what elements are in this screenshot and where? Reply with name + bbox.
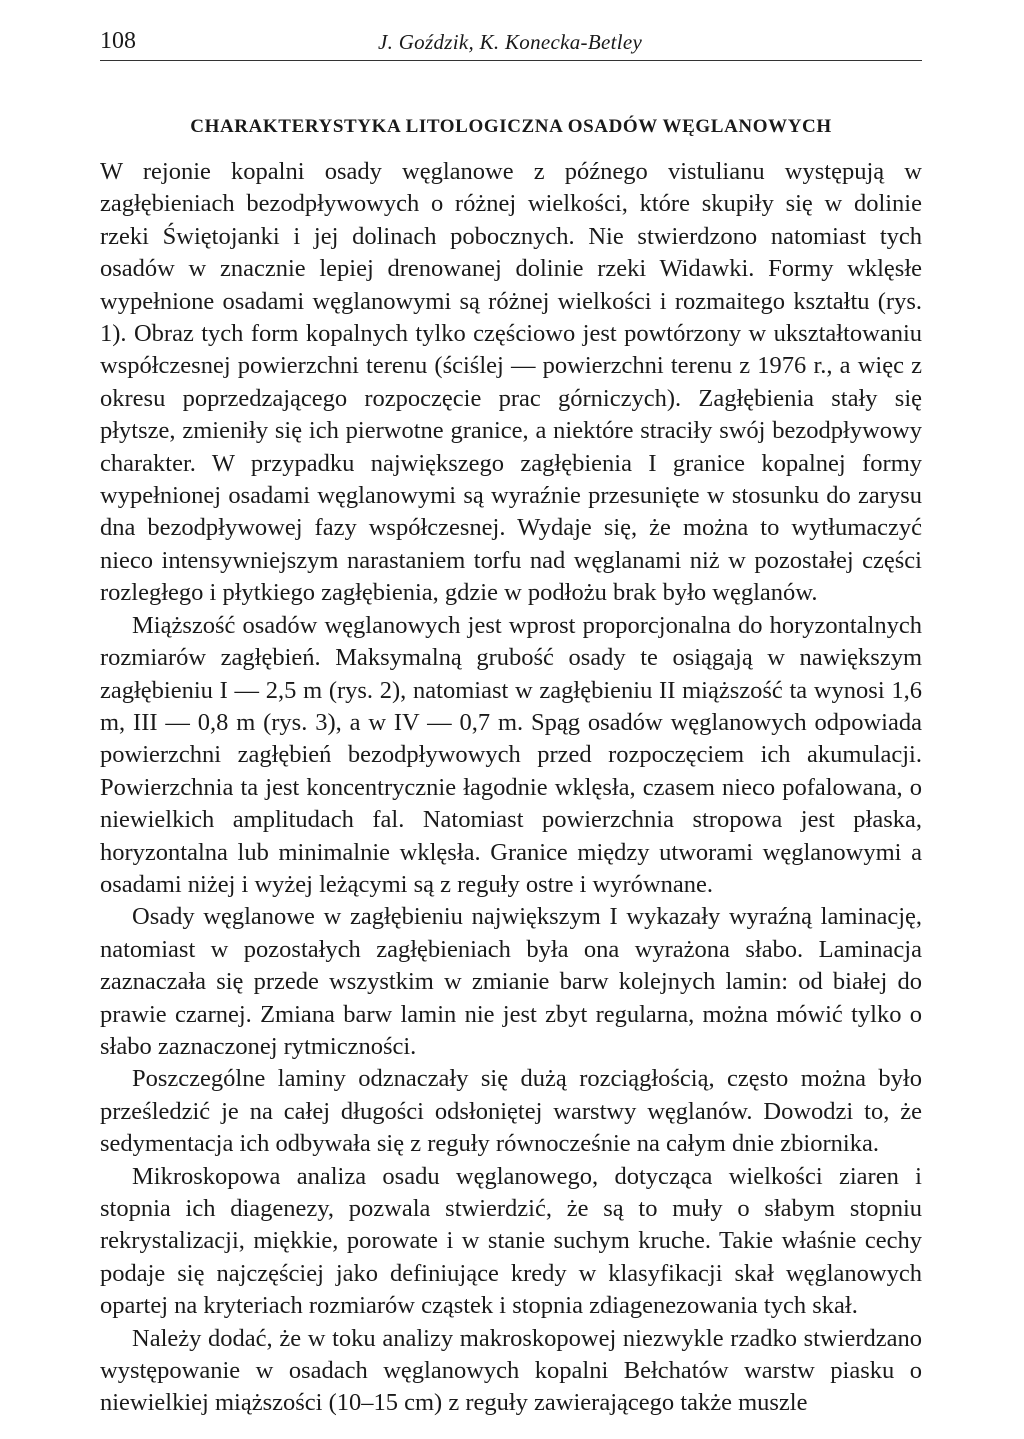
page-header — [100, 28, 922, 62]
paragraph: W rejonie kopalni osady węglanowe z późnego vistulianu występują w zagłębieniach bezodpływowych o różnej wielkości, które skupiły się w dolinie rzeki Świętojanki i jej dolinach pobocznych. Nie stwierdzono natomiast tych osadów w znacznie lepiej drenowanej dolinie rzeki Widawki. Formy wklęsłe wypełnione osadami węglanowymi są różnej wielkości i rozmaitego kształtu (rys. 1). Obraz tych form kopalnych tylko częściowo jest powtórzony w ukształtowaniu współczesnej powierzchni terenu (ściślej — powierzchni terenu z 1976 r., a więc z okresu poprzedzającego rozpoczęcie prac górniczych). Zagłębienia stały się płytsze, zmieniły się ich pierwotne granice, a niektóre straciły swój bezodpływowy charakter. W przypadku największego zagłębienia I granice kopalnej formy wypełnionej osadami węglanowymi są wyraźnie przesunięte w stosunku do zarysu dna bezodpływowej fazy współczesnej. Wydaje się, że można to wytłumaczyć nieco intensywniejszym narastaniem torfu nad węglanami niż w pozostałej części rozległego i płytkiego zagłębienia, gdzie w podłożu brak było węglanów. — [100, 158, 922, 607]
body-text — [100, 156, 922, 1420]
paragraph: Miąższość osadów węglanowych jest wprost proporcjonalna do horyzontalnych rozmiarów zagłębień. Maksymalną grubość osady te osiągają w nawiększym zagłębieniu I — 2,5 m (rys. 2), natomiast w zagłębieniu II miąższość ta wynosi 1,6 m, III — 0,8 m (rys. 3), a w IV — 0,7 m. Spąg osadów węglanowych odpowiada powierzchni zagłębień bezodpływowych przed rozpoczęciem ich akumulacji. Powierzchnia ta jest koncentrycznie łagodnie wklęsła, czasem nieco pofalowana, o niewielkich amplitudach fal. Natomiast powierzchnia stropowa jest płaska, horyzontalna lub minimalnie wklęsła. Granice między utworami węglanowymi a osadami niżej i wyżej leżącymi są z reguły ostre i wyrównane. — [100, 611, 922, 898]
header-rule — [100, 60, 922, 61]
running-head: J. Goździk, K. Konecka-Betley — [378, 30, 643, 54]
page — [100, 28, 922, 1420]
paragraph: Należy dodać, że w toku analizy makroskopowej niezwykle rzadko stwierdzano występowanie w osadach węglanowych kopalni Bełchatów warstw piasku o niewielkiej miąższości (10–15 cm) z reguły zawierającego także muszle — [100, 1324, 922, 1417]
paragraph: Poszczególne laminy odznaczały się dużą rozciągłością, często można było prześledzić je na całej długości odsłoniętej warstwy węglanów. Dowodzi to, że sedymentacja ich odbywała się z reguły równocześnie na całym dnie zbiornika. — [100, 1065, 922, 1158]
paragraph: Mikroskopowa analiza osadu węglanowego, dotycząca wielkości ziaren i stopnia ich diagenezy, pozwala stwierdzić, że są to muły o słabym stopniu rekrystalizacji, miękkie, porowate i w stanie suchym kruche. Takie właśnie cechy podaje się najczęściej jako definiujące kredy w klasyfikacji skał węglanowych opartej na kryteriach rozmiarów cząstek i stopnia zdiagenezowania tych skał. — [100, 1162, 922, 1320]
paragraph: Osady węglanowe w zagłębieniu największym I wykazały wyraźną laminację, natomiast w pozostałych zagłębieniach była ona wyrażona słabo. Laminacja zaznaczała się przede wszystkim w zmianie barw kolejnych lamin: od białej do prawie czarnej. Zmiana barw lamin nie jest zbyt regularna, można mówić tylko o słabo zaznaczonej rytmiczności. — [100, 903, 922, 1060]
section-title: CHARAKTERYSTYKA LITOLOGICZNA OSADÓW WĘGLANOWYCH — [190, 116, 832, 137]
page-number: 108 — [100, 28, 136, 54]
